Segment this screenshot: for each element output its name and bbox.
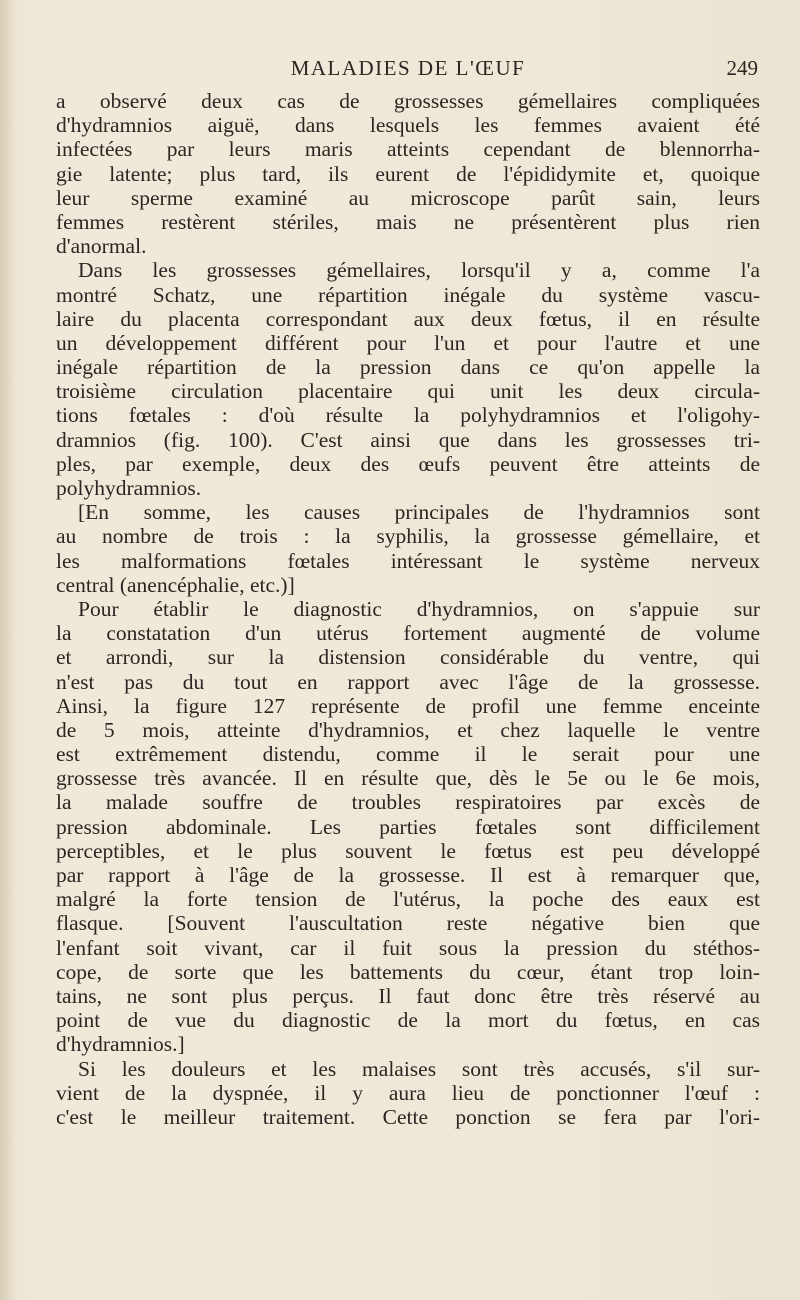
text-line: inégale répartition de la pression dans ce qu'on appelle la	[56, 355, 760, 380]
text-line: dramnios (fig. 100). C'est ainsi que dans les grossesses tri-	[56, 427, 760, 452]
text-line: la malade souffre de troubles respiratoires par excès de	[56, 790, 760, 815]
text-line: n'est pas du tout en rapport avec l'âge de la grossesse.	[56, 669, 760, 694]
page-binding-edge	[0, 0, 12, 1300]
text-line: gie latente; plus tard, ils eurent de l'épididymite et, quoique	[56, 161, 760, 186]
text-line: polyhydramnios.	[56, 476, 202, 500]
text-line: et arrondi, sur la distension considérable du ventre, qui	[56, 645, 760, 670]
text-line: [En somme, les causes principales de l'hydramnios sont	[78, 500, 760, 525]
text-line: grossesse très avancée. Il en résulte que, dès le 5e ou le 6e mois,	[56, 766, 760, 791]
text-line: c'est le meilleur traitement. Cette ponction se fera par l'ori-	[56, 1104, 760, 1129]
page-number: 249	[726, 56, 758, 80]
text-line: infectées par leurs maris atteints cependant de blennorrha-	[56, 137, 760, 162]
text-line: Dans les grossesses gémellaires, lorsqu'il y a, comme l'a	[78, 258, 760, 283]
text-line: Pour établir le diagnostic d'hydramnios, on s'appuie sur	[78, 596, 760, 621]
text-line: la constatation d'un utérus fortement augmenté de volume	[56, 621, 760, 646]
text-line: vient de la dyspnée, il y aura lieu de ponctionner l'œuf :	[56, 1080, 760, 1105]
text-line: au nombre de trois : la syphilis, la grossesse gémellaire, et	[56, 524, 760, 549]
text-line: point de vue du diagnostic de la mort du fœtus, en cas	[56, 1008, 760, 1033]
text-line: troisième circulation placentaire qui unit les deux circula-	[56, 379, 760, 404]
text-line: Si les douleurs et les malaises sont très accusés, s'il sur-	[78, 1056, 760, 1081]
running-title: MALADIES DE L'ŒUF	[290, 56, 526, 80]
text-line: cope, de sorte que les battements du cœur, étant trop loin-	[56, 959, 760, 984]
running-head	[58, 56, 758, 84]
text-line: femmes restèrent stériles, mais ne présentèrent plus rien	[56, 209, 760, 234]
text-line: Ainsi, la figure 127 représente de profil une femme enceinte	[56, 693, 760, 718]
text-line: laire du placenta correspondant aux deux fœtus, il en résulte	[56, 306, 760, 331]
text-line: est extrêmement distendu, comme il le serait pour une	[56, 742, 760, 767]
text-line: d'hydramnios aiguë, dans lesquels les femmes avaient été	[56, 113, 760, 138]
text-line: perceptibles, et le plus souvent le fœtus est peu développé	[56, 838, 760, 863]
text-line: un développement différent pour l'un et pour l'autre et une	[56, 330, 760, 355]
text-line: d'hydramnios.]	[56, 1032, 185, 1057]
text-line: de 5 mois, atteinte d'hydramnios, et chez laquelle le ventre	[56, 717, 760, 742]
text-line: ples, par exemple, deux des œufs peuvent être atteints de	[56, 451, 760, 476]
text-line: tains, ne sont plus perçus. Il faut donc être très réservé au	[56, 983, 760, 1008]
text-line: leur sperme examiné au microscope parût sain, leurs	[56, 185, 760, 210]
text-line: montré Schatz, une répartition inégale du système vascu-	[56, 282, 760, 307]
text-line: flasque. [Souvent l'auscultation reste négative bien que	[56, 911, 760, 936]
text-line: tions fœtales : d'où résulte la polyhydramnios et l'oligohy-	[56, 403, 760, 428]
body-text	[56, 89, 760, 1129]
text-line: pression abdominale. Les parties fœtales sont difficilement	[56, 814, 760, 839]
text-line: par rapport à l'âge de la grossesse. Il est à remarquer que,	[56, 863, 760, 887]
text-line: central (anencéphalie, etc.)]	[56, 572, 295, 597]
text-line: a observé deux cas de grossesses gémellaires compliquées	[56, 89, 760, 113]
text-line: d'anormal.	[56, 234, 147, 259]
text-line: les malformations fœtales intéressant le système nerveux	[56, 548, 760, 573]
text-line: l'enfant soit vivant, car il fuit sous la pression du stéthos-	[56, 935, 760, 960]
text-line: malgré la forte tension de l'utérus, la poche des eaux est	[56, 887, 760, 912]
